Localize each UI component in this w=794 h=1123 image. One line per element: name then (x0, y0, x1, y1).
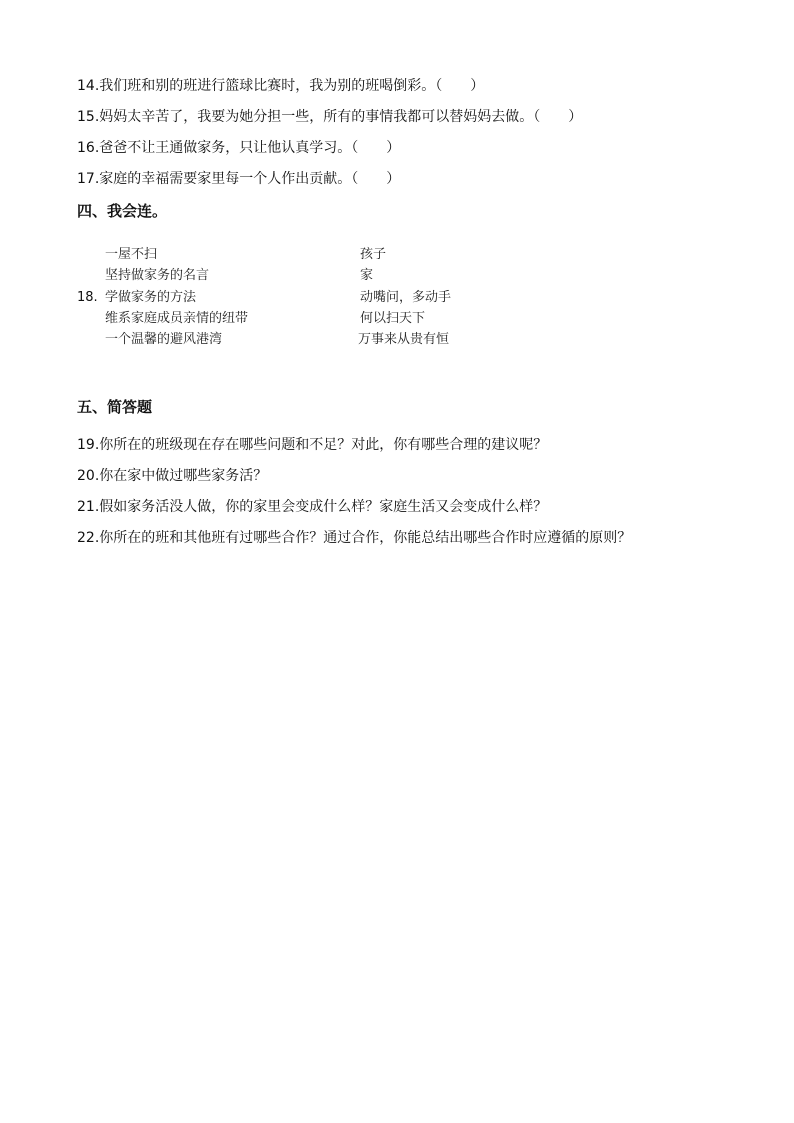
match-left-item-5: 一个温馨的避风港湾 (105, 332, 223, 347)
match-right-item-4: 何以扫天下 (360, 311, 426, 326)
question-18-number: 18. (77, 290, 98, 305)
match-right-item-3: 动嘴问，多动手 (360, 290, 452, 305)
match-left-item-3: 学做家务的方法 (105, 290, 197, 305)
match-left-item-1: 一屋不扫 (105, 247, 158, 262)
question-16: 16.爸爸不让王通做家务，只让他认真学习。（ ） (77, 140, 401, 156)
question-20: 20.你在家中做过哪些家务活？ (77, 468, 268, 484)
match-left-item-2: 坚持做家务的名言 (105, 268, 210, 283)
question-15: 15.妈妈太辛苦了，我要为她分担一些，所有的事情我都可以替妈妈去做。（ ） (77, 109, 583, 125)
question-14: 14.我们班和别的班进行篮球比赛时，我为别的班喝倒彩。（ ） (77, 78, 485, 94)
question-17: 17.家庭的幸福需要家里每一个人作出贡献。（ ） (77, 171, 401, 187)
question-19: 19.你所在的班级现在存在哪些问题和不足？对此，你有哪些合理的建议呢？ (77, 437, 548, 453)
match-left-item-4: 维系家庭成员亲情的纽带 (105, 311, 249, 326)
section-5-heading: 五、简答题 (77, 398, 153, 416)
question-21: 21.假如家务活没人做，你的家里会变成什么样？家庭生活又会变成什么样？ (77, 499, 548, 515)
match-right-item-2: 家 (360, 268, 374, 283)
question-22: 22.你所在的班和其他班有过哪些合作？通过合作，你能总结出哪些合作时应遵循的原则？ (77, 530, 632, 546)
match-right-item-5: 万事来从贵有恒 (358, 332, 450, 347)
section-4-heading: 四、我会连。 (77, 202, 168, 220)
match-right-item-1: 孩子 (360, 247, 387, 262)
